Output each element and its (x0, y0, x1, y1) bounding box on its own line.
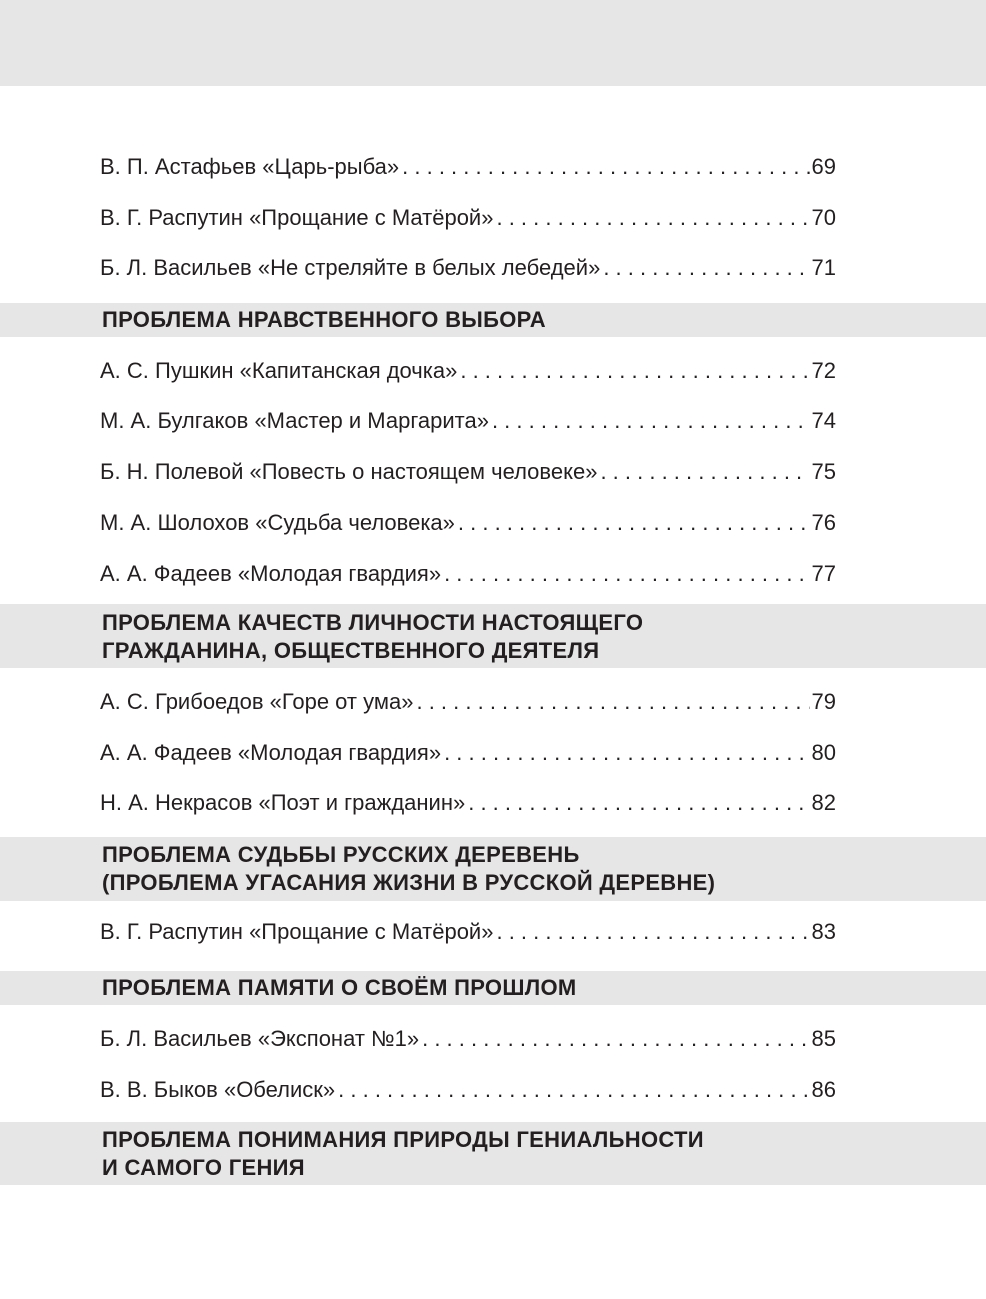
toc-entry[interactable] (100, 738, 836, 768)
toc-entry-page: 85 (811, 1026, 836, 1051)
dot-leader (335, 1075, 809, 1105)
dot-leader (493, 203, 809, 233)
toc-entry-title: М. А. Булгаков «Мастер и Маргарита» (100, 408, 489, 433)
section-heading-band (0, 837, 986, 901)
section-heading-band (0, 303, 986, 337)
section-heading: ПРОБЛЕМА НРАВСТВЕННОГО ВЫБОРА (102, 307, 546, 332)
toc-entry-page: 70 (811, 205, 836, 230)
toc-entry-title: Б. Н. Полевой «Повесть о настоящем человеке» (100, 459, 598, 484)
toc-entry-title: А. С. Пушкин «Капитанская дочка» (100, 358, 458, 383)
toc-entry-page: 77 (811, 561, 836, 586)
section-heading-line-1: ПРОБЛЕМА СУДЬБЫ РУССКИХ ДЕРЕВЕНЬ (102, 842, 580, 867)
toc-entry-title: Н. А. Некрасов «Поэт и гражданин» (100, 790, 466, 815)
dot-leader (441, 559, 809, 589)
toc-entry-page: 79 (811, 689, 836, 714)
toc-entry-page: 72 (811, 358, 836, 383)
toc-entry-page: 82 (811, 790, 836, 815)
toc-entry-page: 71 (811, 255, 836, 280)
section-heading-line-1: ПРОБЛЕМА ПОНИМАНИЯ ПРИРОДЫ ГЕНИАЛЬНОСТИ (102, 1127, 704, 1152)
section-heading-band (0, 971, 986, 1005)
toc-entry-title: А. А. Фадеев «Молодая гвардия» (100, 561, 442, 586)
section-heading-line-2: И САМОГО ГЕНИЯ (102, 1155, 305, 1180)
toc-entry-title: Б. Л. Васильев «Не стреляйте в белых лебедей» (100, 255, 601, 280)
toc-entry-title: А. А. Фадеев «Молодая гвардия» (100, 740, 442, 765)
toc-entry[interactable] (100, 253, 836, 283)
section-heading-line-2: (ПРОБЛЕМА УГАСАНИЯ ЖИЗНИ В РУССКОЙ ДЕРЕВНЕ) (102, 870, 716, 895)
toc-entry-page: 75 (811, 459, 836, 484)
toc-entry[interactable] (100, 203, 836, 233)
toc-entry[interactable] (100, 687, 836, 717)
toc-entry-page: 86 (811, 1077, 836, 1102)
toc-entry-page: 83 (811, 919, 836, 944)
dot-leader (419, 1024, 809, 1054)
dot-leader (489, 406, 810, 436)
dot-leader (493, 917, 809, 947)
toc-entry-title: В. В. Быков «Обелиск» (100, 1077, 336, 1102)
dot-leader (457, 356, 809, 386)
dot-leader (465, 788, 809, 818)
section-heading-line-2: ГРАЖДАНИНА, ОБЩЕСТВЕННОГО ДЕЯТЕЛЯ (102, 638, 600, 663)
dot-leader (441, 738, 809, 768)
toc-entry[interactable] (100, 917, 836, 947)
dot-leader (597, 457, 809, 487)
dot-leader (600, 253, 809, 283)
toc-entry[interactable] (100, 788, 836, 818)
toc-entry[interactable] (100, 1024, 836, 1054)
toc-entry[interactable] (100, 508, 836, 538)
top-header-band (0, 0, 986, 86)
toc-entry-title: М. А. Шолохов «Судьба человека» (100, 510, 455, 535)
toc-entry[interactable] (100, 356, 836, 386)
dot-leader (455, 508, 810, 538)
dot-leader (413, 687, 809, 717)
toc-entry-page: 76 (811, 510, 836, 535)
toc-entry-title: В. П. Астафьев «Царь-рыба» (100, 154, 400, 179)
toc-entry[interactable] (100, 1075, 836, 1105)
toc-entry-title: В. Г. Распутин «Прощание с Матёрой» (100, 919, 494, 944)
toc-entry[interactable] (100, 406, 836, 436)
toc-entry-title: А. С. Грибоедов «Горе от ума» (100, 689, 414, 714)
section-heading-band (0, 1122, 986, 1185)
toc-entry-page: 69 (811, 154, 836, 179)
toc-entry[interactable] (100, 457, 836, 487)
section-heading-band (0, 604, 986, 668)
dot-leader (399, 152, 809, 182)
section-heading-line-1: ПРОБЛЕМА КАЧЕСТВ ЛИЧНОСТИ НАСТОЯЩЕГО (102, 610, 644, 635)
toc-entry[interactable] (100, 152, 836, 182)
toc-entry-title: В. Г. Распутин «Прощание с Матёрой» (100, 205, 494, 230)
section-heading: ПРОБЛЕМА ПАМЯТИ О СВОЁМ ПРОШЛОМ (102, 975, 577, 1000)
toc-entry[interactable] (100, 559, 836, 589)
toc-entry-title: Б. Л. Васильев «Экспонат №1» (100, 1026, 420, 1051)
toc-entry-page: 74 (811, 408, 836, 433)
toc-entry-page: 80 (811, 740, 836, 765)
